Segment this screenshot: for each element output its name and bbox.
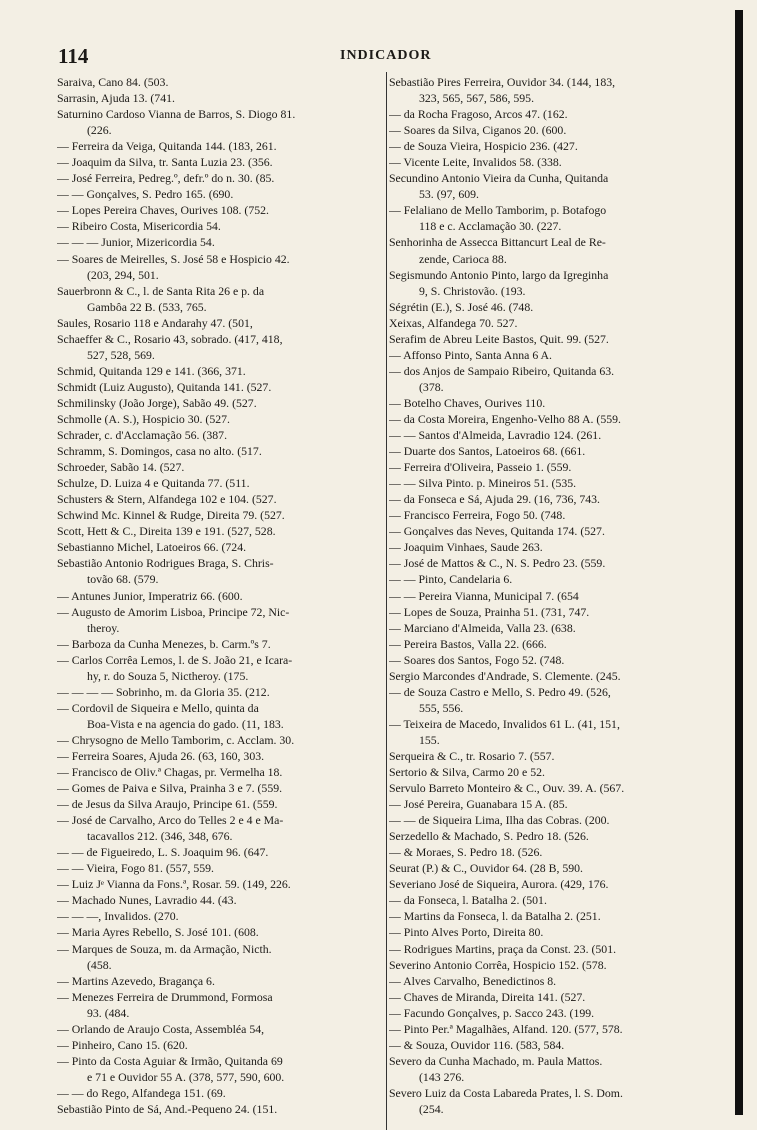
directory-entry: — José Pereira, Guanabara 15 A. (85.: [389, 797, 568, 812]
directory-entry: — Joaquim da Silva, tr. Santa Luzia 23. (356.: [57, 155, 273, 170]
directory-entry: Schusters & Stern, Alfandega 102 e 104. (527.: [57, 492, 277, 507]
directory-entry: Schrader, c. d'Acclamação 56. (387.: [57, 428, 228, 443]
directory-entry: — Menezes Ferreira de Drummond, Formosa: [57, 989, 273, 1004]
directory-entry: — Botelho Chaves, Ourives 110.: [389, 395, 546, 410]
directory-entry: Scott, Hett & C., Direita 139 e 191. (527, 528.: [57, 524, 276, 539]
directory-entry: — Gomes de Paiva e Silva, Prainha 3 e 7. (559.: [57, 781, 283, 796]
directory-entry: — Ferreira da Veiga, Quitanda 144. (183, 261.: [57, 139, 277, 154]
column-divider: [386, 72, 387, 1130]
directory-entry: — Barboza da Cunha Menezes, b. Carm.ºs 7.: [57, 636, 271, 651]
directory-entry: — Francisco de Oliv.ª Chagas, pr. Vermelha 18.: [57, 765, 283, 780]
directory-entry: Severino Antonio Corrêa, Hospicio 152. (578.: [389, 957, 607, 972]
page-header: [58, 44, 727, 70]
directory-entry: — da Fonseca e Sá, Ajuda 29. (16, 736, 743.: [389, 492, 601, 507]
directory-entry: — da Fonseca, l. Batalha 2. (501.: [389, 893, 547, 908]
directory-entry: — Maria Ayres Rebello, S. José 101. (608.: [57, 925, 259, 940]
directory-entry: — Machado Nunes, Lavradio 44. (43.: [57, 893, 237, 908]
directory-entry: — de Souza Castro e Mello, S. Pedro 49. (526,: [389, 684, 611, 699]
directory-entry: — — do Rego, Alfandega 151. (69.: [57, 1085, 226, 1100]
directory-entry: 9, S. Christovão. (193.: [419, 283, 526, 298]
directory-entry: — José Ferreira, Pedreg.º, defr.º do n. 30. (85.: [57, 171, 275, 186]
directory-entry: Saules, Rosario 118 e Andarahy 47. (501,: [57, 315, 253, 330]
directory-entry: — & Moraes, S. Pedro 18. (526.: [389, 845, 543, 860]
directory-entry: Sergio Marcondes d'Andrade, S. Clemente. (245.: [389, 668, 621, 683]
directory-entry: Sarrasin, Ajuda 13. (741.: [57, 91, 175, 106]
directory-entry: Severo da Cunha Machado, m. Paula Mattos.: [389, 1053, 603, 1068]
directory-entry: — Facundo Gonçalves, p. Sacco 243. (199.: [389, 1005, 595, 1020]
directory-entry: — Joaquim Vinhaes, Saude 263.: [389, 540, 543, 555]
directory-entry: — — Silva Pinto. p. Mineiros 51. (535.: [389, 476, 577, 491]
directory-entry: — Pinto da Costa Aguiar & Irmão, Quitanda 69: [57, 1053, 283, 1068]
running-head: INDICADOR: [340, 48, 432, 63]
directory-entry: — Ribeiro Costa, Misericordia 54.: [57, 219, 221, 234]
directory-entry: 323, 565, 567, 586, 595.: [419, 91, 535, 106]
directory-entry: Serqueira & C., tr. Rosario 7. (557.: [389, 748, 555, 763]
directory-entry: — Rodrigues Martins, praça da Const. 23. (501.: [389, 941, 617, 956]
directory-entry: Schramm, S. Domingos, casa no alto. (517.: [57, 444, 262, 459]
directory-entry: 555, 556.: [419, 700, 464, 715]
directory-entry: — Carlos Corrêa Lemos, l. de S. João 21, e Icara-: [57, 652, 293, 667]
directory-entry: 527, 528, 569.: [87, 347, 155, 362]
directory-entry: — — Gonçalves, S. Pedro 165. (690.: [57, 187, 234, 202]
directory-entry: — Soares da Silva, Ciganos 20. (600.: [389, 123, 567, 138]
directory-entry: — Augusto de Amorim Lisboa, Principe 72, Nic-: [57, 604, 290, 619]
directory-entry: — Ferreira d'Oliveira, Passeio 1. (559.: [389, 460, 572, 475]
directory-entry: Xeixas, Alfandega 70. 527.: [389, 315, 518, 330]
directory-entry: Sebastião Pires Ferreira, Ouvidor 34. (144, 183,: [389, 75, 616, 89]
directory-entry: Schmidt (Luiz Augusto), Quitanda 141. (527.: [57, 379, 272, 394]
directory-entry: Schwind Mc. Kinnel & Rudge, Direita 79. (527.: [57, 508, 285, 523]
directory-entry: (378.: [419, 379, 444, 394]
directory-entry: — Lopes de Souza, Prainha 51. (731, 747.: [389, 604, 590, 619]
directory-entry: Sertorio & Silva, Carmo 20 e 52.: [389, 765, 545, 780]
directory-entry: theroy.: [87, 620, 120, 635]
directory-entry: (203, 294, 501.: [87, 267, 159, 282]
directory-entry: — — Vieira, Fogo 81. (557, 559.: [57, 861, 215, 876]
directory-entry: (226.: [87, 123, 112, 138]
directory-entry: 53. (97, 609.: [419, 187, 479, 202]
directory-entry: hy, r. do Souza 5, Nictheroy. (175.: [87, 668, 249, 683]
directory-entry: — — de Figueiredo, L. S. Joaquim 96. (647.: [57, 845, 269, 860]
directory-entry: — — Pereira Vianna, Municipal 7. (654: [389, 588, 579, 603]
directory-entry: — Gonçalves das Neves, Quitanda 174. (527.: [389, 524, 605, 539]
directory-entry: — — — — Sobrinho, m. da Gloria 35. (212.: [57, 684, 270, 699]
directory-entry: Senhorinha de Assecca Bittancurt Leal de Re-: [389, 235, 606, 250]
right-column: [389, 74, 715, 1117]
directory-entry: — da Costa Moreira, Engenho-Velho 88 A. (559.: [389, 411, 621, 426]
directory-entry: — Pinheiro, Cano 15. (620.: [57, 1037, 188, 1052]
left-column: [57, 74, 385, 1117]
directory-entry: — Chrysogno de Mello Tamborim, c. Acclam. 30.: [57, 732, 295, 747]
directory-entry: (143 276.: [419, 1069, 465, 1084]
directory-entry: — Pinto Alves Porto, Direita 80.: [389, 925, 544, 940]
directory-entry: — — Pinto, Candelaria 6.: [389, 572, 513, 587]
directory-entry: Boa-Vista e na agencia do gado. (11, 183.: [87, 716, 284, 731]
directory-entry: Saturnino Cardoso Vianna de Barros, S. Diogo 81.: [57, 107, 296, 122]
directory-entry: tacavallos 212. (346, 348, 676.: [87, 829, 233, 844]
directory-entry: — Chaves de Miranda, Direita 141. (527.: [389, 989, 586, 1004]
directory-entry: (458.: [87, 957, 112, 972]
directory-entry: — — — Junior, Mizericordia 54.: [57, 235, 215, 250]
page-edge-rule: [735, 10, 743, 1115]
directory-entry: Ségrétin (E.), S. José 46. (748.: [389, 299, 534, 314]
directory-entry: Segismundo Antonio Pinto, largo da Igreginha: [389, 267, 609, 282]
directory-entry: — Martins Azevedo, Bragança 6.: [57, 973, 215, 988]
directory-entry: — Marciano d'Almeida, Valla 23. (638.: [389, 620, 576, 635]
directory-entry: Sebastião Antonio Rodrigues Braga, S. Chris-: [57, 556, 274, 571]
directory-entry: — — —, Invalidos. (270.: [57, 909, 179, 924]
directory-entry: e 71 e Ouvidor 55 A. (378, 577, 590, 600.: [87, 1069, 285, 1084]
directory-entry: — Martins da Fonseca, l. da Batalha 2. (251.: [389, 909, 601, 924]
directory-entry: — de Jesus da Silva Araujo, Principe 61. (559.: [57, 797, 278, 812]
directory-entry: (254.: [419, 1102, 444, 1116]
directory-entry: — Soares dos Santos, Fogo 52. (748.: [389, 652, 565, 667]
directory-entry: — Cordovil de Siqueira e Mello, quinta da: [57, 700, 259, 715]
directory-entry: 155.: [419, 732, 440, 747]
directory-entry: — Luiz Jᵉ Vianna da Fons.ª, Rosar. 59. (149, 226.: [57, 877, 291, 892]
directory-entry: — de Souza Vieira, Hospicio 236. (427.: [389, 139, 578, 154]
page-number: 114: [58, 44, 89, 68]
directory-entry: — Lopes Pereira Chaves, Ourives 108. (752.: [57, 203, 269, 218]
directory-entry: tovão 68. (579.: [87, 572, 159, 587]
directory-entry: Schmilinsky (João Jorge), Sabão 49. (527.: [57, 395, 257, 410]
directory-entry: Severiano José de Siqueira, Aurora. (429, 176.: [389, 877, 609, 892]
directory-entry: — Ferreira Soares, Ajuda 26. (63, 160, 303.: [57, 748, 265, 763]
directory-entry: — & Souza, Ouvidor 116. (583, 584.: [389, 1037, 565, 1052]
directory-entry: Sauerbronn & C., l. de Santa Rita 26 e p. da: [57, 283, 265, 298]
directory-entry: — — Santos d'Almeida, Lavradio 124. (261.: [389, 428, 602, 443]
directory-entry: — da Rocha Fragoso, Arcos 47. (162.: [389, 107, 568, 122]
directory-entry: Secundino Antonio Vieira da Cunha, Quitanda: [389, 171, 609, 186]
directory-entry: zende, Carioca 88.: [419, 251, 507, 266]
directory-entry: — Pereira Bastos, Valla 22. (666.: [389, 636, 547, 651]
directory-entry: — Orlando de Araujo Costa, Assembléa 54,: [57, 1021, 265, 1036]
directory-entry: Schmolle (A. S.), Hospicio 30. (527.: [57, 411, 231, 426]
directory-entry: Servulo Barreto Monteiro & C., Ouv. 39. A. (567.: [389, 781, 625, 796]
directory-entry: — Felaliano de Mello Tamborim, p. Botafogo: [389, 203, 607, 218]
directory-entry: — Alves Carvalho, Benedictinos 8.: [389, 973, 557, 988]
directory-entry: Schroeder, Sabão 14. (527.: [57, 460, 185, 475]
directory-entry: Serzedello & Machado, S. Pedro 18. (526.: [389, 829, 589, 844]
directory-entry: — — de Siqueira Lima, Ilha das Cobras. (200.: [389, 813, 610, 828]
directory-entry: — Marques de Souza, m. da Armação, Nicth.: [57, 941, 272, 956]
directory-entry: — José de Mattos & C., N. S. Pedro 23. (559.: [389, 556, 606, 571]
directory-entry: — Antunes Junior, Imperatriz 66. (600.: [57, 588, 243, 603]
directory-entry: Schaeffer & C., Rosario 43, sobrado. (417, 418,: [57, 331, 283, 346]
directory-entry: — Duarte dos Santos, Latoeiros 68. (661.: [389, 444, 586, 459]
directory-entry: — dos Anjos de Sampaio Ribeiro, Quitanda 63.: [389, 363, 615, 378]
directory-entry: Serafim de Abreu Leite Bastos, Quit. 99. (527.: [389, 331, 609, 346]
directory-entry: Severo Luiz da Costa Labareda Prates, l. S. Dom.: [389, 1085, 623, 1100]
directory-entry: Saraiva, Cano 84. (503.: [57, 75, 169, 89]
directory-entry: Gambôa 22 B. (533, 765.: [87, 299, 207, 314]
directory-entry: — Soares de Meirelles, S. José 58 e Hospicio 42.: [57, 251, 290, 266]
directory-entry: — Vicente Leite, Invalidos 58. (338.: [389, 155, 562, 170]
directory-entry: — Francisco Ferreira, Fogo 50. (748.: [389, 508, 566, 523]
directory-entry: Seurat (P.) & C., Ouvidor 64. (28 B, 590.: [389, 861, 583, 876]
directory-entry: — Pinto Per.ª Magalhães, Alfand. 120. (577, 578.: [389, 1021, 623, 1036]
directory-entry: Schulze, D. Luiza 4 e Quitanda 77. (511.: [57, 476, 250, 491]
directory-entry: 118 e c. Acclamação 30. (227.: [419, 219, 562, 234]
directory-entry: Sebastianno Michel, Latoeiros 66. (724.: [57, 540, 247, 555]
directory-entry: Schmid, Quitanda 129 e 141. (366, 371.: [57, 363, 246, 378]
directory-entry: — Teixeira de Macedo, Invalidos 61 L. (41, 151,: [389, 716, 620, 731]
directory-entry: — José de Carvalho, Arco do Telles 2 e 4 e Ma-: [57, 813, 284, 828]
directory-entry: 93. (484.: [87, 1005, 130, 1020]
directory-entry: Sebastião Pinto de Sá, And.-Pequeno 24. (151.: [57, 1102, 278, 1116]
directory-entry: — Affonso Pinto, Santa Anna 6 A.: [389, 347, 552, 362]
